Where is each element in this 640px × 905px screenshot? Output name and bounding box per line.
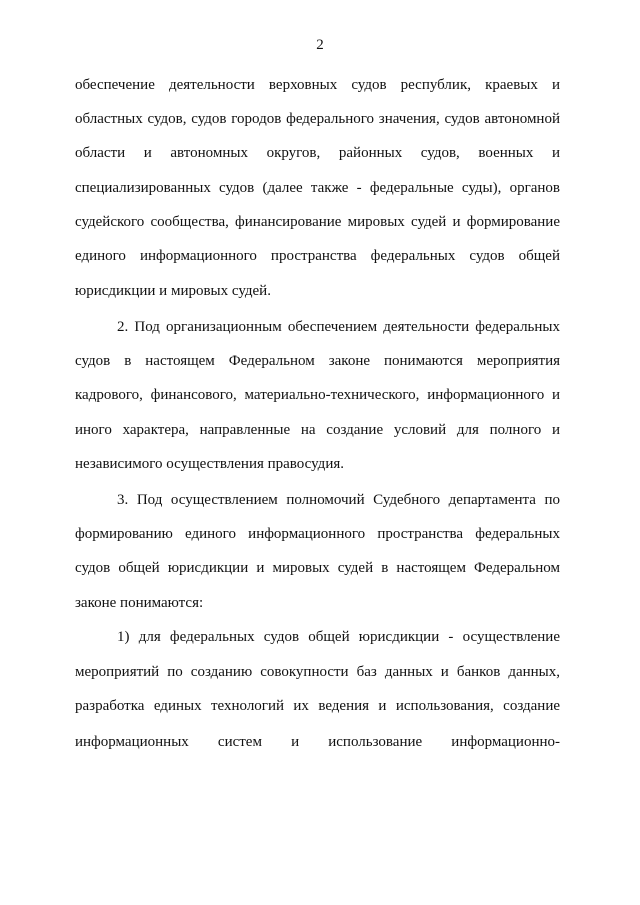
text-line: законе понимаются: [75,595,204,611]
text-line: обеспечение деятельности верховных судов республик, краевых и [75,77,560,93]
text-line: информационных систем и использование информационно- [75,734,560,750]
text-line: кадрового, финансового, материально-технического, информационного и [75,387,560,403]
text-line: юрисдикции и мировых судей. [75,283,271,299]
text-line: 1) для федеральных судов общей юрисдикции - осуществление [117,629,560,645]
text-line: областных судов, судов городов федерального значения, судов автономной [75,111,560,127]
text-line: специализированных судов (далее также - федеральные суды), органов [75,180,560,196]
text-line: мероприятий по созданию совокупности баз данных и банков данных, [75,664,560,680]
text-line: 3. Под осуществлением полномочий Судебного департамента по [117,492,560,508]
text-line: иного характера, направленные на создание условий для полного и [75,422,560,438]
text-line: разработка единых технологий их ведения и использования, создание [75,698,560,714]
text-line: независимого осуществления правосудия. [75,456,344,472]
text-line: судов в настоящем Федеральном законе понимаются мероприятия [75,353,560,369]
page-number: 2 [316,37,324,53]
text-line: судов общей юрисдикции и мировых судей в настоящем Федеральном [75,560,560,576]
text-line: 2. Под организационным обеспечением деятельности федеральных [117,319,560,335]
text-line: формированию единого информационного пространства федеральных [75,526,560,542]
text-line: судейского сообщества, финансирование мировых судей и формирование [75,214,560,230]
text-line: области и автономных округов, районных судов, военных и [75,145,560,161]
text-line: единого информационного пространства федеральных судов общей [75,248,560,264]
